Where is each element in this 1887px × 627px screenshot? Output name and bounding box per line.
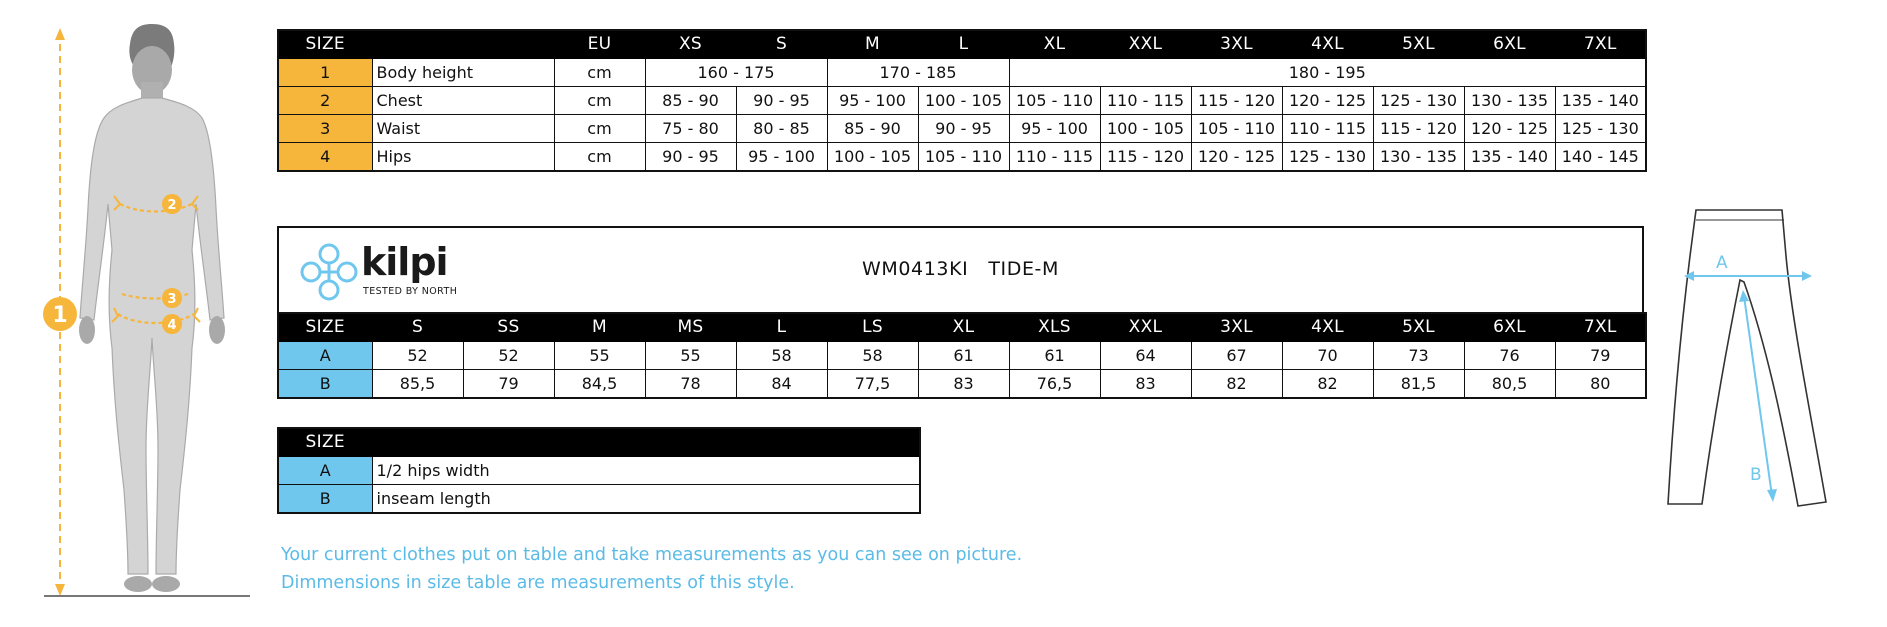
- unit-cell: cm: [554, 115, 645, 143]
- row-label: A: [278, 457, 372, 485]
- unit-cell: cm: [554, 87, 645, 115]
- header-cell: 5XL: [1373, 30, 1464, 59]
- value-cell: 95 - 100: [827, 87, 918, 115]
- header-cell: S: [372, 313, 463, 342]
- value-cell: 73: [1373, 342, 1464, 370]
- instruction-note: Dimmensions in size table are measurements of this style.: [281, 573, 795, 593]
- value-cell: 95 - 100: [736, 143, 827, 172]
- value-cell: 85 - 90: [827, 115, 918, 143]
- value-cell: 120 - 125: [1464, 115, 1555, 143]
- value-cell: 83: [918, 370, 1009, 399]
- pants-marker-a: A: [1716, 253, 1728, 273]
- product-header: [277, 226, 1644, 312]
- header-cell: XLS: [1009, 313, 1100, 342]
- header-cell: 6XL: [1464, 313, 1555, 342]
- chest-marker: [162, 194, 182, 214]
- value-cell: 58: [736, 342, 827, 370]
- header-cell: SIZE: [278, 428, 372, 457]
- value-cell: 100 - 105: [918, 87, 1009, 115]
- value-cell: 160 - 175: [645, 59, 827, 87]
- logo-tagline: TESTED BY NORTH: [363, 286, 458, 297]
- row-label: Waist: [372, 115, 554, 143]
- value-cell: 64: [1100, 342, 1191, 370]
- measurement-legend-table: [277, 427, 921, 514]
- value-cell: 55: [645, 342, 736, 370]
- table-row: [278, 59, 1646, 87]
- value-cell: 70: [1282, 342, 1373, 370]
- header-cell: 7XL: [1555, 313, 1646, 342]
- value-cell: 78: [645, 370, 736, 399]
- value-cell: 61: [1009, 342, 1100, 370]
- header-cell: XXL: [1100, 30, 1191, 59]
- value-cell: 115 - 120: [1191, 87, 1282, 115]
- header-cell: XL: [1009, 30, 1100, 59]
- value-cell: 125 - 130: [1555, 115, 1646, 143]
- pants-measurement-figure: [1660, 200, 1840, 520]
- unit-cell: cm: [554, 143, 645, 172]
- row-label: A: [278, 342, 372, 370]
- table-row: [278, 370, 1646, 399]
- value-cell: 100 - 105: [827, 143, 918, 172]
- legend-text: inseam length: [372, 485, 920, 514]
- header-cell: [372, 428, 920, 457]
- header-cell: 3XL: [1191, 313, 1282, 342]
- value-cell: 80 - 85: [736, 115, 827, 143]
- value-cell: 105 - 110: [1191, 115, 1282, 143]
- value-cell: 76,5: [1009, 370, 1100, 399]
- row-label: Body height: [372, 59, 554, 87]
- value-cell: 105 - 110: [1009, 87, 1100, 115]
- logo-wordmark: kilpi: [361, 240, 448, 284]
- value-cell: 130 - 135: [1464, 87, 1555, 115]
- row-number: 2: [278, 87, 372, 115]
- row-label: Chest: [372, 87, 554, 115]
- value-cell: 79: [1555, 342, 1646, 370]
- header-cell: 5XL: [1373, 313, 1464, 342]
- value-cell: 90 - 95: [736, 87, 827, 115]
- header-cell: SIZE: [278, 30, 372, 59]
- value-cell: 52: [372, 342, 463, 370]
- body-size-table: [277, 29, 1647, 172]
- value-cell: 80,5: [1464, 370, 1555, 399]
- table-row: [278, 457, 920, 485]
- header-cell: MS: [645, 313, 736, 342]
- value-cell: 110 - 115: [1009, 143, 1100, 172]
- value-cell: 115 - 120: [1100, 143, 1191, 172]
- row-number: 4: [278, 143, 372, 172]
- value-cell: 100 - 105: [1100, 115, 1191, 143]
- header-cell: LS: [827, 313, 918, 342]
- value-cell: 58: [827, 342, 918, 370]
- header-cell: M: [827, 30, 918, 59]
- table-row: [278, 87, 1646, 115]
- body-size-header-row: [278, 30, 1646, 59]
- product-size-header-row: [278, 313, 1646, 342]
- value-cell: 77,5: [827, 370, 918, 399]
- table-row: [278, 485, 920, 514]
- value-cell: 82: [1282, 370, 1373, 399]
- pants-marker-b: B: [1750, 465, 1762, 485]
- value-cell: 125 - 130: [1373, 87, 1464, 115]
- body-measurement-figure: [30, 18, 260, 603]
- value-cell: 79: [463, 370, 554, 399]
- product-code: WM0413KI: [861, 258, 969, 280]
- row-label: B: [278, 485, 372, 514]
- height-marker: [43, 297, 77, 331]
- value-cell: 67: [1191, 342, 1282, 370]
- row-label: B: [278, 370, 372, 399]
- header-cell: XL: [918, 313, 1009, 342]
- value-cell: 125 - 130: [1282, 143, 1373, 172]
- svg-text:4: 4: [167, 318, 177, 333]
- hips-marker: [162, 314, 182, 334]
- value-cell: 80: [1555, 370, 1646, 399]
- value-cell: 110 - 115: [1100, 87, 1191, 115]
- header-cell: XXL: [1100, 313, 1191, 342]
- header-cell: EU: [554, 30, 645, 59]
- value-cell: 115 - 120: [1373, 115, 1464, 143]
- product-name: TIDE-M: [988, 258, 1060, 280]
- value-cell: 55: [554, 342, 645, 370]
- header-cell: S: [736, 30, 827, 59]
- value-cell: 170 - 185: [827, 59, 1009, 87]
- header-cell: SS: [463, 313, 554, 342]
- row-number: 1: [278, 59, 372, 87]
- header-cell: XS: [645, 30, 736, 59]
- value-cell: 82: [1191, 370, 1282, 399]
- value-cell: 90 - 95: [918, 115, 1009, 143]
- product-size-table: [277, 312, 1647, 399]
- svg-text:1: 1: [52, 303, 68, 328]
- legend-header-row: [278, 428, 920, 457]
- value-cell: 130 - 135: [1373, 143, 1464, 172]
- value-cell: 110 - 115: [1282, 115, 1373, 143]
- svg-text:2: 2: [167, 198, 177, 213]
- header-cell: 4XL: [1282, 313, 1373, 342]
- header-cell: L: [918, 30, 1009, 59]
- header-cell: [372, 30, 554, 59]
- row-label: Hips: [372, 143, 554, 172]
- value-cell: 120 - 125: [1191, 143, 1282, 172]
- product-title: [279, 258, 1642, 280]
- table-row: [278, 143, 1646, 172]
- value-cell: 140 - 145: [1555, 143, 1646, 172]
- value-cell: 120 - 125: [1282, 87, 1373, 115]
- value-cell: 84,5: [554, 370, 645, 399]
- row-number: 3: [278, 115, 372, 143]
- value-cell: 75 - 80: [645, 115, 736, 143]
- value-cell: 52: [463, 342, 554, 370]
- header-cell: SIZE: [278, 313, 372, 342]
- value-cell: 85 - 90: [645, 87, 736, 115]
- header-cell: 3XL: [1191, 30, 1282, 59]
- value-cell: 83: [1100, 370, 1191, 399]
- header-cell: 6XL: [1464, 30, 1555, 59]
- header-cell: L: [736, 313, 827, 342]
- header-cell: 4XL: [1282, 30, 1373, 59]
- instruction-note: Your current clothes put on table and take measurements as you can see on picture.: [281, 545, 1023, 565]
- header-cell: 7XL: [1555, 30, 1646, 59]
- value-cell: 85,5: [372, 370, 463, 399]
- value-cell: 180 - 195: [1009, 59, 1646, 87]
- waist-marker: [162, 288, 182, 308]
- value-cell: 105 - 110: [918, 143, 1009, 172]
- value-cell: 81,5: [1373, 370, 1464, 399]
- table-row: [278, 115, 1646, 143]
- svg-text:3: 3: [167, 292, 177, 307]
- header-cell: M: [554, 313, 645, 342]
- value-cell: 84: [736, 370, 827, 399]
- value-cell: 90 - 95: [645, 143, 736, 172]
- value-cell: 61: [918, 342, 1009, 370]
- legend-text: 1/2 hips width: [372, 457, 920, 485]
- value-cell: 76: [1464, 342, 1555, 370]
- value-cell: 135 - 140: [1464, 143, 1555, 172]
- value-cell: 135 - 140: [1555, 87, 1646, 115]
- value-cell: 95 - 100: [1009, 115, 1100, 143]
- unit-cell: cm: [554, 59, 645, 87]
- table-row: [278, 342, 1646, 370]
